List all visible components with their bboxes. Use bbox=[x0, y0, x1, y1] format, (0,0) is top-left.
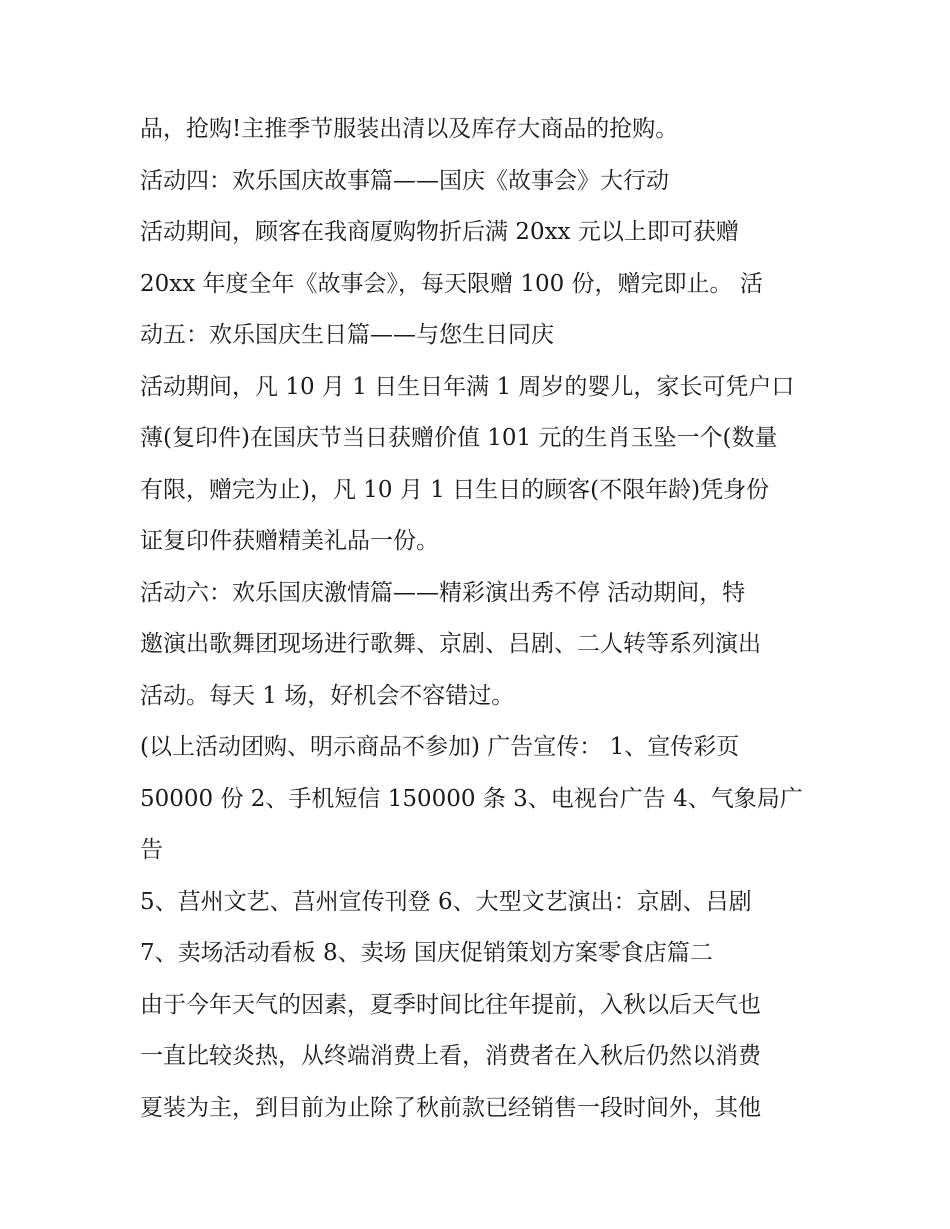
text-line: 活动期间，凡 10 月 1 日生日年满 1 周岁的婴儿，家长可凭户口 bbox=[140, 373, 795, 400]
text-line: 夏装为主，到目前为止除了秋前款已经销售一段时间外，其他 bbox=[140, 1094, 761, 1121]
text-line: 活动四：欢乐国庆故事篇——国庆《故事会》大行动 bbox=[140, 167, 669, 194]
text-line: 邀演出歌舞团现场进行歌舞、京剧、吕剧、二人转等系列演出 bbox=[140, 631, 761, 657]
text-line: 动五：欢乐国庆生日篇——与您生日同庆 bbox=[140, 322, 554, 348]
text-line: 20xx 年度全年《故事会》，每天限赠 100 份，赠完即止。 活 bbox=[140, 270, 763, 297]
text-line: 有限，赠完为止)，凡 10 月 1 日生日的顾客(不限年龄)凭身份 bbox=[140, 476, 770, 503]
text-line: 证复印件获赠精美礼品一份。 bbox=[140, 528, 439, 554]
text-line: 薄(复印件)在国庆节当日获赠价值 101 元的生肖玉坠一个(数量 bbox=[140, 425, 778, 451]
body-text bbox=[140, 104, 820, 1134]
text-line: (以上活动团购、明示商品不参加) 广告宣传： 1、宣传彩页 bbox=[140, 734, 740, 760]
text-line: 一直比较炎热，从终端消费上看，消费者在入秋后仍然以消费 bbox=[140, 1043, 761, 1069]
text-line: 告 bbox=[140, 837, 163, 863]
text-line: 5、莒州文艺、莒州宣传刊登 6、大型文艺演出：京剧、吕剧 bbox=[140, 888, 752, 915]
text-line: 品，抢购!主推季节服装出清以及库存大商品的抢购。 bbox=[140, 116, 679, 142]
text-line: 由于今年天气的因素，夏季时间比往年提前，入秋以后天气也 bbox=[140, 991, 761, 1018]
text-line: 7、卖场活动看板 8、卖场 国庆促销策划方案零食店篇二 bbox=[140, 940, 713, 966]
text-line: 50000 份 2、手机短信 150000 条 3、电视台广告 4、气象局广 bbox=[140, 785, 803, 812]
text-line: 活动六：欢乐国庆激情篇——精彩演出秀不停 活动期间，特 bbox=[140, 579, 746, 606]
text-line: 活动期间，顾客在我商厦购物折后满 20xx 元以上即可获赠 bbox=[140, 219, 739, 245]
text-line: 活动。每天 1 场，好机会不容错过。 bbox=[140, 682, 515, 709]
